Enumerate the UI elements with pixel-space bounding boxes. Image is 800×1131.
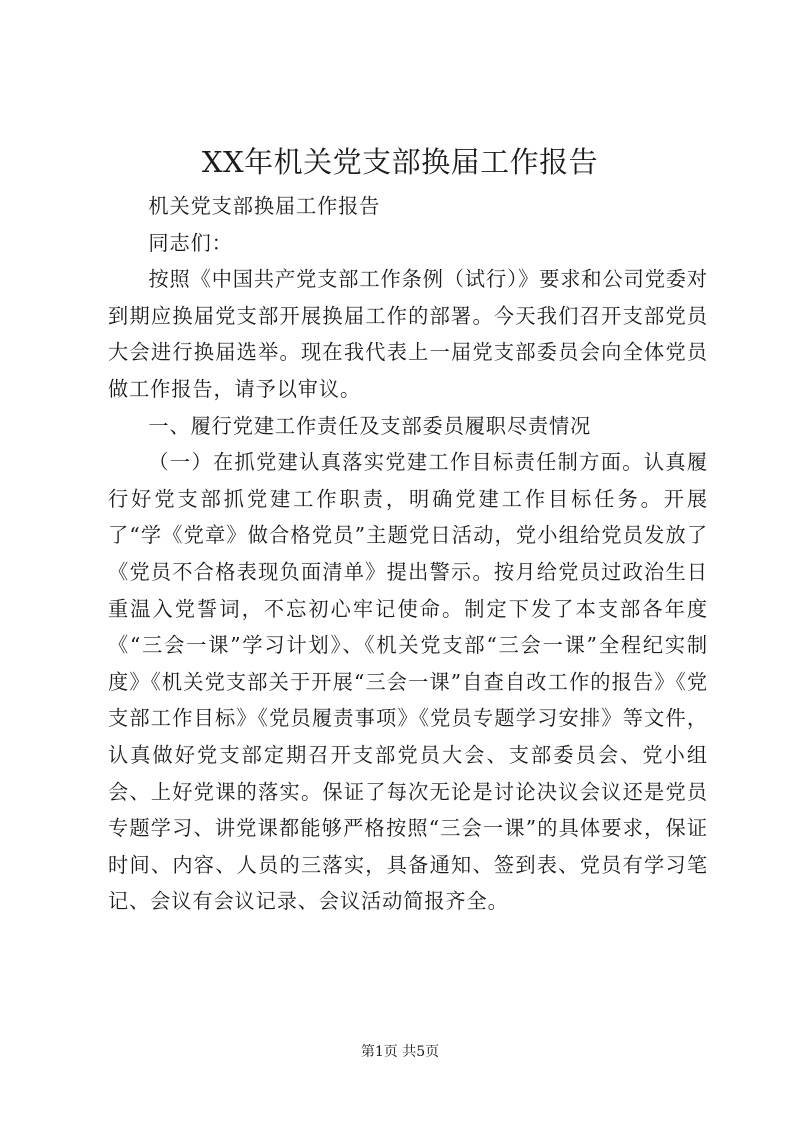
paragraph-section-1: （一）在抓党建认真落实党建工作目标责任制方面。认真履行好党支部抓党建工作职责，明确党建工作目标任务。开展了“学《党章》做合格党员”主题党日活动，党小组给党员发放了《党员不合格表现负面清单》提出警示。按月给党员过政治生日重温入党誓词，不忘初心牢记使命。制定下发了本支部各年度《“三会一课”学习计划》、《机关党支部“三会一课”全程纪实制度》《机关党支部关于开展“三会一课”自查自改工作的报告》《党支部工作目标》《党员履责事项》《党员专题学习安排》等文件，认真做好党支部定期召开支部党员大会、支部委员会、党小组会、上好党课的落实。保证了每次无论是讨论决议会议还是党员专题学习、讲党课都能够严格按照“三会一课”的具体要求，保证时间、内容、人员的三落实，具备通知、签到表、党员有学习笔记、会议有会议记录、会议活动简报齐全。 [108,450,708,914]
document-body [108,188,708,920]
paragraph-section-heading: 一、履行党建工作责任及支部委员履职尽责情况 [148,413,592,438]
paragraph-subtitle: 机关党支部换届工作报告 [148,194,381,218]
page-footer: 第1页 共5页 [360,1044,440,1060]
document-title: XX年机关党支部换届工作报告 [201,145,599,179]
paragraph-intro: 按照《中国共产党支部工作条例（试行）》要求和公司党委对到期应换届党支部开展换届工作的部署。今天我们召开支部党员大会进行换届选举。现在我代表上一届党支部委员会向全体党员做工作报告，请予以审议。 [108,267,708,401]
paragraph-salutation: 同志们： [148,230,233,255]
